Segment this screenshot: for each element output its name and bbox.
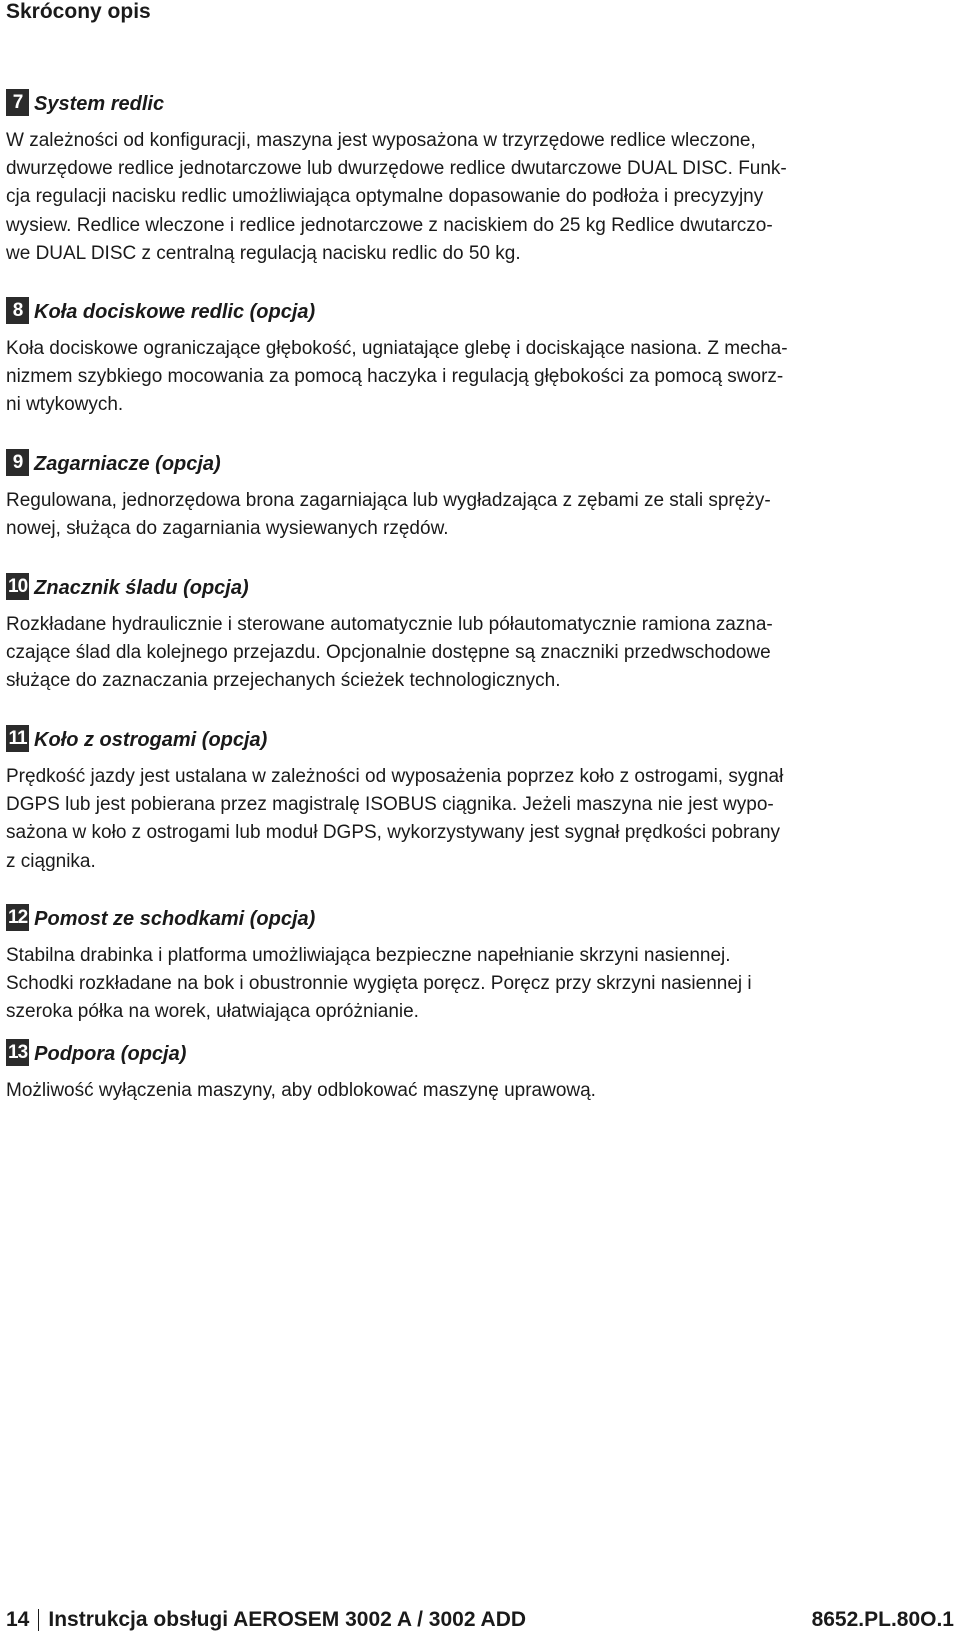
body-line: dwurzędowe redlice jednotarczowe lub dwurzędowe redlice dwutarczowe DUAL DISC. Funk- bbox=[6, 158, 787, 180]
section-heading bbox=[6, 901, 946, 931]
section-number-badge: 9 bbox=[6, 449, 29, 476]
section-body bbox=[6, 763, 946, 876]
section-heading bbox=[6, 570, 946, 600]
section-zagarniacze bbox=[6, 446, 946, 543]
section-number-badge: 13 bbox=[6, 1039, 29, 1066]
section-podpora bbox=[6, 1036, 946, 1105]
body-line: we DUAL DISC z centralną regulacją nacisku redlic do 50 kg. bbox=[6, 242, 521, 264]
section-number-badge: 11 bbox=[6, 725, 29, 752]
body-line: Możliwość wyłączenia maszyny, aby odblokować maszynę uprawową. bbox=[6, 1080, 596, 1101]
section-heading bbox=[6, 1036, 946, 1066]
section-heading bbox=[6, 86, 946, 116]
section-body bbox=[6, 335, 946, 420]
body-line: cja regulacji nacisku redlic umożliwiająca optymalne dopasowanie do podłoża i precyzyjny bbox=[6, 186, 764, 208]
page-footer bbox=[6, 1606, 954, 1634]
manual-title: Instrukcja obsługi AEROSEM 3002 A / 3002 ADD bbox=[48, 1608, 527, 1631]
section-pomost-ze-schodkami bbox=[6, 901, 946, 1027]
section-heading bbox=[6, 722, 946, 752]
section-body bbox=[6, 487, 946, 543]
body-line: Rozkładane hydraulicznie i sterowane automatycznie lub półautomatycznie ramiona zazna- bbox=[6, 614, 773, 635]
section-title: Podpora (opcja) bbox=[34, 1043, 187, 1065]
section-body bbox=[6, 942, 946, 1027]
section-number-badge: 12 bbox=[6, 904, 29, 931]
page-number: 14 bbox=[6, 1608, 30, 1631]
section-number-badge: 7 bbox=[6, 89, 29, 116]
document-code: 8652.PL.80O.1 bbox=[811, 1608, 954, 1631]
body-line: Koła dociskowe ograniczające głębokość, ugniatające glebę i dociskające nasiona. Z mecha- bbox=[6, 338, 788, 359]
section-title: Zagarniacze (opcja) bbox=[34, 453, 221, 475]
body-line: ni wtykowych. bbox=[6, 394, 124, 416]
body-line: sażona w koło z ostrogami lub moduł DGPS, wykorzystywany jest sygnał prędkości pobrany bbox=[6, 822, 781, 844]
section-kola-dociskowe bbox=[6, 294, 946, 420]
body-line: W zależności od konfiguracji, maszyna jest wyposażona w trzyrzędowe redlice wleczone, bbox=[6, 130, 756, 151]
body-line: wysiew. Redlice wleczone i redlice jednotarczowe z naciskiem do 25 kg Redlice dwutarczo- bbox=[6, 214, 773, 236]
body-line: Stabilna drabinka i platforma umożliwiająca bezpieczne napełnianie skrzyni nasiennej. bbox=[6, 945, 731, 966]
body-line: nizmem szybkiego mocowania za pomocą haczyka i regulacją głębokości za pomocą sworz- bbox=[6, 366, 784, 388]
section-heading bbox=[6, 294, 946, 324]
section-heading bbox=[6, 446, 946, 476]
body-line: Prędkość jazdy jest ustalana w zależności od wyposażenia poprzez koło z ostrogami, sygnał bbox=[6, 766, 784, 787]
body-line: służące do zaznaczania przejechanych ścieżek technologicznych. bbox=[6, 670, 561, 692]
section-number-badge: 10 bbox=[6, 573, 29, 600]
section-number-badge: 8 bbox=[6, 297, 29, 324]
body-line: z ciągnika. bbox=[6, 850, 96, 872]
body-line: DGPS lub jest pobierana przez magistralę ISOBUS ciągnika. Jeżeli maszyna nie jest wypo- bbox=[6, 794, 774, 816]
section-znacznik-sladu bbox=[6, 570, 946, 696]
section-title: System redlic bbox=[34, 93, 165, 115]
section-title: Koła dociskowe redlic (opcja) bbox=[34, 301, 316, 323]
section-body bbox=[6, 611, 946, 696]
body-line: czające ślad dla kolejnego przejazdu. Opcjonalnie dostępne są znaczniki przedwschodowe bbox=[6, 642, 771, 664]
section-title: Pomost ze schodkami (opcja) bbox=[34, 908, 316, 930]
section-title: Koło z ostrogami (opcja) bbox=[34, 729, 268, 751]
section-system-redlic bbox=[6, 86, 946, 268]
body-line: Schodki rozkładane na bok i obustronnie wygięta poręcz. Poręcz przy skrzyni nasiennej i bbox=[6, 973, 752, 995]
footer-left bbox=[6, 1606, 526, 1634]
section-kolo-z-ostrogami bbox=[6, 722, 946, 876]
body-line: nowej, służąca do zagarniania wysiewanych rzędów. bbox=[6, 518, 449, 540]
footer-divider bbox=[38, 1609, 39, 1631]
body-line: Regulowana, jednorzędowa brona zagarniająca lub wygładzająca z zębami ze stali spręży- bbox=[6, 490, 771, 511]
section-title: Znacznik śladu (opcja) bbox=[34, 577, 249, 599]
body-line: szeroka półka na worek, ułatwiająca opróżnianie. bbox=[6, 1001, 419, 1023]
page-header: Skrócony opis bbox=[6, 0, 151, 23]
section-body bbox=[6, 1077, 946, 1105]
section-body bbox=[6, 127, 946, 268]
